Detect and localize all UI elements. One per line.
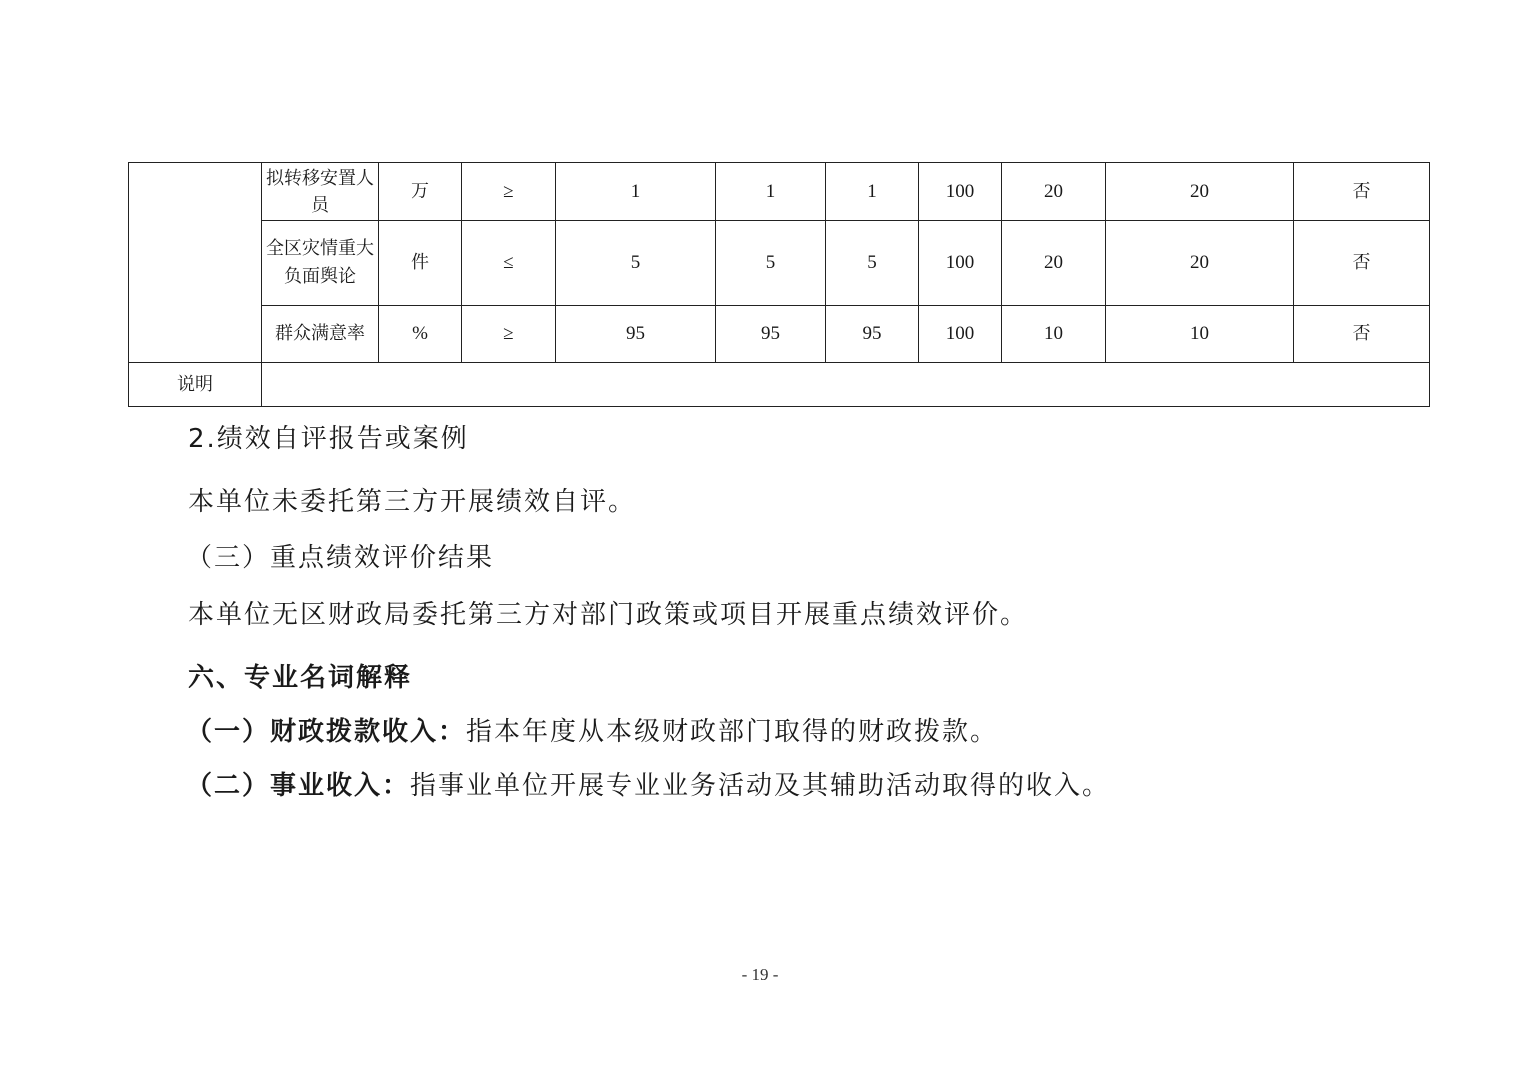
operator-cell: ≥	[462, 163, 556, 221]
indicator-name-cell: 群众满意率	[262, 306, 379, 363]
full-year-value-cell: 5	[716, 221, 826, 306]
unit-cell: %	[379, 306, 462, 363]
target-value-cell: 5	[556, 221, 716, 306]
report-heading: 2.绩效自评报告或案例	[188, 424, 469, 454]
category-cell	[129, 163, 262, 363]
terms-heading: 六、专业名词解释	[188, 663, 413, 693]
table-row	[129, 163, 1430, 221]
term-label: （一）财政拨款收入：	[186, 717, 467, 747]
unit-cell: 万	[379, 163, 462, 221]
actual-value-cell: 5	[826, 221, 919, 306]
note-label-cell: 说明	[129, 363, 262, 407]
actual-value-cell: 1	[826, 163, 919, 221]
adjusted-cell: 否	[1294, 306, 1430, 363]
score-cell: 20	[1106, 221, 1294, 306]
key-evaluation-heading: （三）重点绩效评价结果	[186, 543, 495, 573]
completion-rate-cell: 100	[919, 306, 1002, 363]
adjusted-cell: 否	[1294, 163, 1430, 221]
indicator-name-cell: 全区灾情重大负面舆论	[262, 221, 379, 306]
term-definition	[186, 769, 1110, 803]
report-paragraph: 本单位未委托第三方开展绩效自评。	[188, 487, 637, 517]
term-label: （二）事业收入：	[186, 771, 411, 801]
operator-cell: ≥	[462, 306, 556, 363]
weight-cell: 10	[1002, 306, 1106, 363]
weight-cell: 20	[1002, 163, 1106, 221]
completion-rate-cell: 100	[919, 221, 1002, 306]
term-definition	[186, 715, 998, 749]
table-row	[129, 306, 1430, 363]
term-text: 指本年度从本级财政部门取得的财政拨款。	[466, 717, 999, 747]
note-value-cell	[262, 363, 1430, 407]
score-cell: 20	[1106, 163, 1294, 221]
term-text: 指事业单位开展专业业务活动及其辅助活动取得的收入。	[410, 771, 1111, 801]
full-year-value-cell: 95	[716, 306, 826, 363]
full-year-value-cell: 1	[716, 163, 826, 221]
table-row	[129, 221, 1430, 306]
adjusted-cell: 否	[1294, 221, 1430, 306]
unit-cell: 件	[379, 221, 462, 306]
page-number: - 19 -	[741, 965, 779, 984]
actual-value-cell: 95	[826, 306, 919, 363]
performance-indicator-table	[128, 162, 1430, 407]
indicator-name-cell: 拟转移安置人员	[262, 163, 379, 221]
score-cell: 10	[1106, 306, 1294, 363]
target-value-cell: 1	[556, 163, 716, 221]
operator-cell: ≤	[462, 221, 556, 306]
key-evaluation-paragraph: 本单位无区财政局委托第三方对部门政策或项目开展重点绩效评价。	[188, 600, 1029, 630]
completion-rate-cell: 100	[919, 163, 1002, 221]
weight-cell: 20	[1002, 221, 1106, 306]
table-note-row	[129, 363, 1430, 407]
target-value-cell: 95	[556, 306, 716, 363]
